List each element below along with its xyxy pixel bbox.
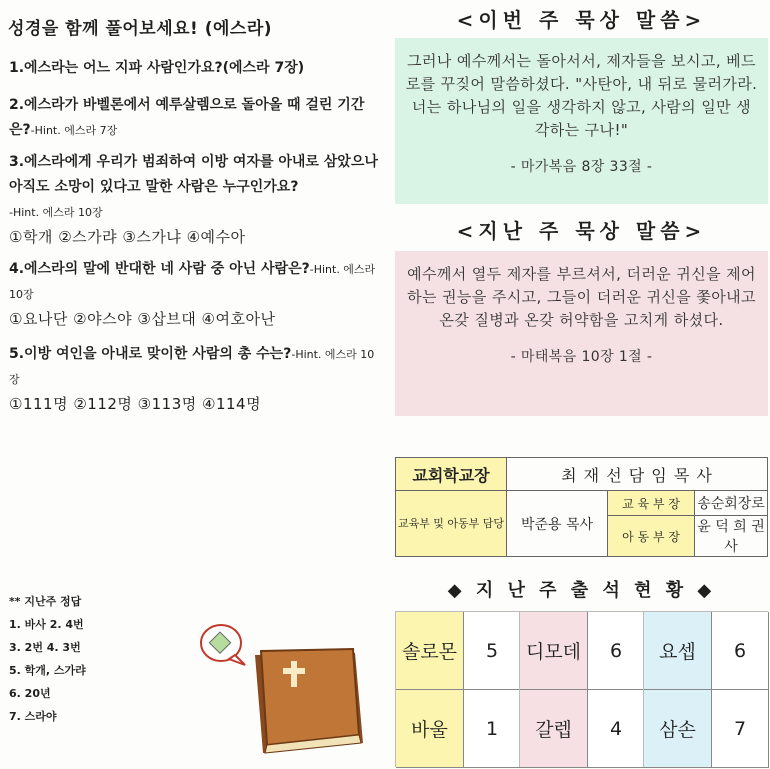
answers-title: ** 지난주 정답 — [9, 595, 82, 608]
question-5 — [9, 342, 379, 418]
question-2 — [9, 93, 379, 143]
group-name: 요셉 — [644, 612, 712, 690]
group-count: 7 — [712, 690, 769, 768]
group-count: 6 — [588, 612, 645, 690]
child-label: 아 동 부 장 — [608, 516, 695, 557]
last-week-verse: 예수께서 열두 제자를 부르셔서, 더러운 귀신을 제어하는 권능을 주시고, 그들이 더러운 귀신을 쫓아내고 온갖 질병과 온갖 허약함을 고치게 하셨다. — [407, 265, 756, 329]
question-3 — [9, 150, 379, 251]
group-count: 4 — [588, 690, 645, 768]
answer-line: 6. 20년 — [9, 687, 51, 700]
this-week-verse-box — [395, 38, 768, 204]
answer-line: 7. 스라야 — [9, 710, 57, 723]
speech-bubble-icon — [201, 625, 245, 665]
child-name: 윤 덕 희 권 사 — [695, 516, 768, 557]
question-4 — [9, 257, 379, 333]
answer-line: 5. 학개, 스가랴 — [9, 664, 86, 677]
group-name: 갈렙 — [520, 690, 588, 768]
edu-label: 교 육 부 장 — [608, 491, 695, 516]
group-count: 5 — [464, 612, 521, 690]
staff-table — [395, 457, 768, 557]
question-text: 3.에스라에게 우리가 범죄하여 이방 여자를 아내로 삼았으나 아직도 소망이 있다고 말한 사람은 누구인가요? — [9, 154, 378, 195]
edu-name: 송순회장로 — [695, 491, 768, 516]
bible-icon — [195, 615, 375, 765]
group-count: 1 — [464, 690, 521, 768]
question-options: ①요나단 ②야스야 ③삽브대 ④여호아난 — [9, 310, 276, 328]
group-name: 삼손 — [644, 690, 712, 768]
last-week-verse-box — [395, 251, 768, 416]
question-text: 1.에스라는 어느 지파 사람인가요?(에스라 7장) — [9, 60, 305, 76]
dept-label: 교육부 및 아동부 담당 — [396, 491, 507, 557]
dept-name: 박준용 목사 — [507, 491, 608, 557]
question-hint: -Hint. 에스라 10장 — [9, 348, 375, 386]
this-week-ref: - 마가복음 8장 33절 - — [510, 159, 653, 175]
question-text: 5.이방 여인을 아내로 맞이한 사람의 총 수는? — [9, 346, 292, 362]
question-text: 4.에스라의 말에 반대한 네 사람 중 아닌 사람은? — [9, 261, 310, 277]
attendance-title: ◆ 지 난 주 출 석 현 황 ◆ — [447, 580, 716, 601]
question-hint: -Hint. 에스라 7장 — [30, 124, 118, 137]
this-week-title: <이번 주 묵상 말씀> — [456, 8, 707, 32]
answer-line: 3. 2번 4. 3번 — [9, 641, 81, 654]
question-options: ①학개 ②스가랴 ③스가냐 ④예수아 — [9, 228, 246, 246]
quiz-title: 성경을 함께 풀어보세요! (에스라) — [8, 19, 273, 39]
question-hint: -Hint. 에스라 10장 — [9, 263, 376, 301]
question-hint: -Hint. 에스라 10장 — [9, 206, 103, 219]
last-week-title: <지난 주 묵상 말씀> — [456, 219, 707, 243]
question-options: ①111명 ②112명 ③113명 ④114명 — [9, 395, 262, 413]
group-name: 디모데 — [520, 612, 588, 690]
principal-label: 교회학교장 — [396, 458, 507, 491]
principal-name: 최 재 선 담 임 목 사 — [507, 458, 768, 491]
attendance-card — [519, 611, 644, 767]
group-name: 바울 — [396, 690, 464, 768]
attendance-card — [395, 611, 520, 767]
last-week-answers — [9, 590, 86, 728]
group-name: 솔로몬 — [396, 612, 464, 690]
question-1 — [9, 56, 379, 81]
attendance-card — [643, 611, 768, 767]
this-week-verse: 그러나 예수께서는 돌아서서, 제자들을 보시고, 베드로를 꾸짖어 말씀하셨다. "사탄아, 내 뒤로 물러가라. 너는 하나님의 일을 생각하지 않고, 사람의 일만 생각하는 구나!" — [405, 52, 758, 139]
group-count: 6 — [712, 612, 769, 690]
question-text: 2.에스라가 바벨론에서 예루살렘으로 돌아올 때 걸린 기간은? — [9, 97, 365, 138]
answer-line: 1. 바사 2. 4번 — [9, 618, 84, 631]
last-week-ref: - 마태복음 10장 1절 - — [510, 349, 653, 365]
